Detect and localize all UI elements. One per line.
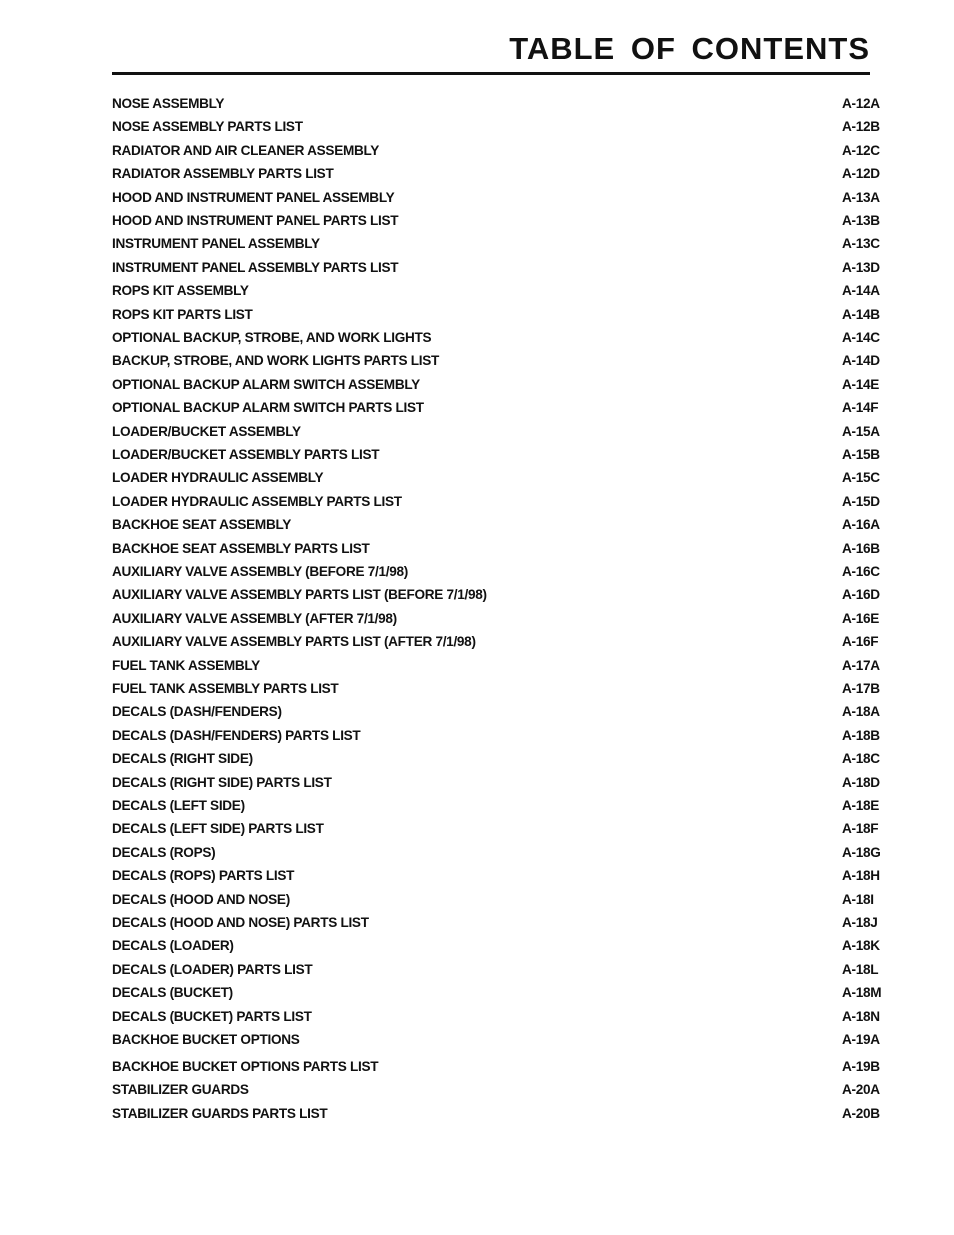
toc-entry-title: DECALS (BUCKET) PARTS LIST	[112, 1008, 312, 1024]
toc-entry-title: INSTRUMENT PANEL ASSEMBLY PARTS LIST	[112, 259, 399, 275]
toc-entry	[112, 1055, 884, 1078]
toc-entry-page: A-15C	[842, 470, 880, 486]
toc-entry-title: DECALS (RIGHT SIDE) PARTS LIST	[112, 774, 332, 790]
toc-entry-page: A-12A	[842, 96, 880, 111]
toc-entry-title: STABILIZER GUARDS PARTS LIST	[112, 1105, 328, 1121]
toc-entry	[112, 92, 884, 115]
toc-entry-title: FUEL TANK ASSEMBLY	[112, 657, 260, 673]
toc-entry-page: A-18J	[842, 915, 878, 930]
toc-entry	[112, 724, 884, 747]
toc-entry	[112, 1102, 884, 1125]
toc-entry-page: A-14E	[842, 376, 880, 392]
toc-entry	[112, 232, 884, 255]
toc-entry-title: BACKHOE SEAT ASSEMBLY	[112, 517, 292, 533]
toc-entry-page: A-18E	[842, 798, 880, 813]
toc-entry-page: A-15D	[842, 493, 880, 509]
toc-entry-title: DECALS (HOOD AND NOSE) PARTS LIST	[112, 915, 369, 930]
toc-entry-title: DECALS (BUCKET)	[112, 985, 233, 1001]
toc-entry-title: NOSE ASSEMBLY PARTS LIST	[112, 119, 303, 135]
toc-entry-page: A-18C	[842, 751, 880, 767]
toc-entry-title: OPTIONAL BACKUP, STROBE, AND WORK LIGHTS	[112, 330, 432, 345]
toc-entry-page: A-16F	[842, 634, 879, 650]
toc-entry-page: A-18H	[842, 868, 880, 884]
toc-entry-page: A-16D	[842, 587, 880, 603]
toc-entry-page: A-13A	[842, 189, 880, 205]
toc-entry-page: A-18K	[842, 938, 880, 954]
toc-entry-page: A-14F	[842, 400, 879, 416]
toc-entry-page: A-19B	[842, 1058, 880, 1074]
toc-entry-title: FUEL TANK ASSEMBLY PARTS LIST	[112, 681, 339, 696]
toc-entry-page: A-16C	[842, 564, 880, 579]
toc-entry-page: A-18I	[842, 891, 874, 907]
toc-entry-title: AUXILIARY VALVE ASSEMBLY PARTS LIST (BEFORE 7/1/98)	[112, 587, 487, 603]
toc-entry	[112, 700, 884, 723]
toc-entry-page: A-18B	[842, 727, 880, 743]
toc-entry-title: DECALS (DASH/FENDERS) PARTS LIST	[112, 727, 361, 743]
toc-entry-title: DECALS (LEFT SIDE)	[112, 798, 245, 813]
toc-entry-title: DECALS (RIGHT SIDE)	[112, 751, 253, 767]
toc-entry	[112, 841, 884, 864]
toc-entry	[112, 630, 884, 653]
toc-entry-page: A-18D	[842, 774, 880, 790]
toc-entry	[112, 911, 884, 934]
toc-entry-title: ROPS KIT PARTS LIST	[112, 306, 253, 322]
toc-entry	[112, 747, 884, 770]
toc-entry	[112, 934, 884, 957]
toc-entry-page: A-14C	[842, 330, 880, 345]
toc-entry-page: A-13B	[842, 213, 880, 228]
toc-entry	[112, 443, 884, 466]
toc-entry-title: AUXILIARY VALVE ASSEMBLY (AFTER 7/1/98)	[112, 610, 397, 626]
toc-entry-title: LOADER/BUCKET ASSEMBLY	[112, 423, 301, 439]
toc-entry-title: STABILIZER GUARDS	[112, 1082, 249, 1098]
toc-entry-title: DECALS (LEFT SIDE) PARTS LIST	[112, 821, 324, 837]
toc-entry	[112, 420, 884, 443]
toc-entry-title: HOOD AND INSTRUMENT PANEL ASSEMBLY	[112, 189, 395, 205]
toc-entry	[112, 466, 884, 489]
toc-entry-title: BACKHOE BUCKET OPTIONS	[112, 1032, 300, 1047]
toc-entry-title: DECALS (DASH/FENDERS)	[112, 704, 282, 720]
toc-entry	[112, 1078, 884, 1101]
toc-entry-page: A-18G	[842, 844, 881, 860]
toc-entry	[112, 864, 884, 887]
toc-entry-page: A-15B	[842, 447, 880, 462]
toc-entry	[112, 958, 884, 981]
toc-entry	[112, 349, 884, 372]
toc-entry-page: A-19A	[842, 1032, 880, 1047]
toc-entry-title: DECALS (ROPS) PARTS LIST	[112, 868, 295, 884]
toc-entry-page: A-16A	[842, 517, 880, 533]
toc-entry	[112, 654, 884, 677]
toc-entry	[112, 817, 884, 840]
toc-entry-title: DECALS (ROPS)	[112, 844, 216, 860]
toc-entry-title: AUXILIARY VALVE ASSEMBLY (BEFORE 7/1/98)	[112, 564, 408, 579]
toc-entry	[112, 326, 884, 349]
toc-entry-title: DECALS (HOOD AND NOSE)	[112, 891, 290, 907]
toc-entry-title: RADIATOR ASSEMBLY PARTS LIST	[112, 166, 334, 182]
toc-entry-title: BACKUP, STROBE, AND WORK LIGHTS PARTS LIST	[112, 353, 439, 369]
page-header	[112, 28, 870, 75]
toc-entry	[112, 115, 884, 138]
toc-entry-page: A-16B	[842, 540, 880, 556]
toc-entry-title: DECALS (LOADER) PARTS LIST	[112, 961, 313, 977]
toc-entry	[112, 771, 884, 794]
toc-entry	[112, 1028, 884, 1051]
toc-entry-page: A-12D	[842, 166, 880, 182]
toc-entry	[112, 303, 884, 326]
toc-entry	[112, 583, 884, 606]
toc-entry	[112, 607, 884, 630]
toc-entry	[112, 139, 884, 162]
toc-entry	[112, 794, 884, 817]
toc-entry	[112, 888, 884, 911]
toc-entry-page: A-17A	[842, 657, 880, 673]
toc-entry	[112, 490, 884, 513]
toc-entry-page: A-17B	[842, 681, 880, 696]
toc-entry-page: A-12B	[842, 119, 880, 135]
toc-entry	[112, 513, 884, 536]
toc-entry-title: OPTIONAL BACKUP ALARM SWITCH ASSEMBLY	[112, 376, 420, 392]
toc-entry-page: A-20B	[842, 1105, 880, 1121]
toc-entry-page: A-13D	[842, 259, 880, 275]
toc-entry	[112, 396, 884, 419]
toc-entry-title: HOOD AND INSTRUMENT PANEL PARTS LIST	[112, 213, 399, 228]
toc-entry-title: LOADER/BUCKET ASSEMBLY PARTS LIST	[112, 447, 380, 462]
toc-entry-title: DECALS (LOADER)	[112, 938, 234, 954]
toc-entry-page: A-20A	[842, 1082, 880, 1098]
toc-entry	[112, 209, 884, 232]
toc-entry-title: INSTRUMENT PANEL ASSEMBLY	[112, 236, 320, 252]
toc-entry-title: BACKHOE SEAT ASSEMBLY PARTS LIST	[112, 540, 370, 556]
toc-entry	[112, 560, 884, 583]
toc-entry-title: BACKHOE BUCKET OPTIONS PARTS LIST	[112, 1058, 379, 1074]
toc-entry	[112, 537, 884, 560]
toc-entry-page: A-18N	[842, 1008, 880, 1024]
toc-entry-page: A-13C	[842, 236, 880, 252]
toc-entry	[112, 162, 884, 185]
toc-entry	[112, 279, 884, 302]
toc-entry	[112, 256, 884, 279]
toc-entry-page: A-14B	[842, 306, 880, 322]
toc-entry-page: A-14D	[842, 353, 880, 369]
toc-entry-title: AUXILIARY VALVE ASSEMBLY PARTS LIST (AFTER 7/1/98)	[112, 634, 476, 650]
toc-entry	[112, 981, 884, 1004]
toc-entry	[112, 1005, 884, 1028]
toc-entry-page: A-16E	[842, 610, 880, 626]
toc-entry-page: A-14A	[842, 283, 880, 299]
toc-entry-page: A-18L	[842, 961, 879, 977]
toc-entry-title: OPTIONAL BACKUP ALARM SWITCH PARTS LIST	[112, 400, 424, 416]
toc-entry-page: A-18A	[842, 704, 880, 720]
toc-entry-page: A-15A	[842, 423, 880, 439]
toc-entry-title: RADIATOR AND AIR CLEANER ASSEMBLY	[112, 142, 380, 158]
toc-entry-page: A-12C	[842, 142, 880, 158]
toc-entry-title: LOADER HYDRAULIC ASSEMBLY PARTS LIST	[112, 493, 402, 509]
toc-entry-page: A-18F	[842, 821, 879, 837]
toc-entry-title: LOADER HYDRAULIC ASSEMBLY	[112, 470, 324, 486]
toc-entry-title: NOSE ASSEMBLY	[112, 96, 225, 111]
toc-entry	[112, 186, 884, 209]
toc-entry-page: A-18M	[842, 985, 882, 1001]
toc-entry-title: ROPS KIT ASSEMBLY	[112, 283, 249, 299]
page-title: TABLE OF CONTENTS	[509, 31, 870, 66]
toc-entry	[112, 677, 884, 700]
toc-entry	[112, 373, 884, 396]
